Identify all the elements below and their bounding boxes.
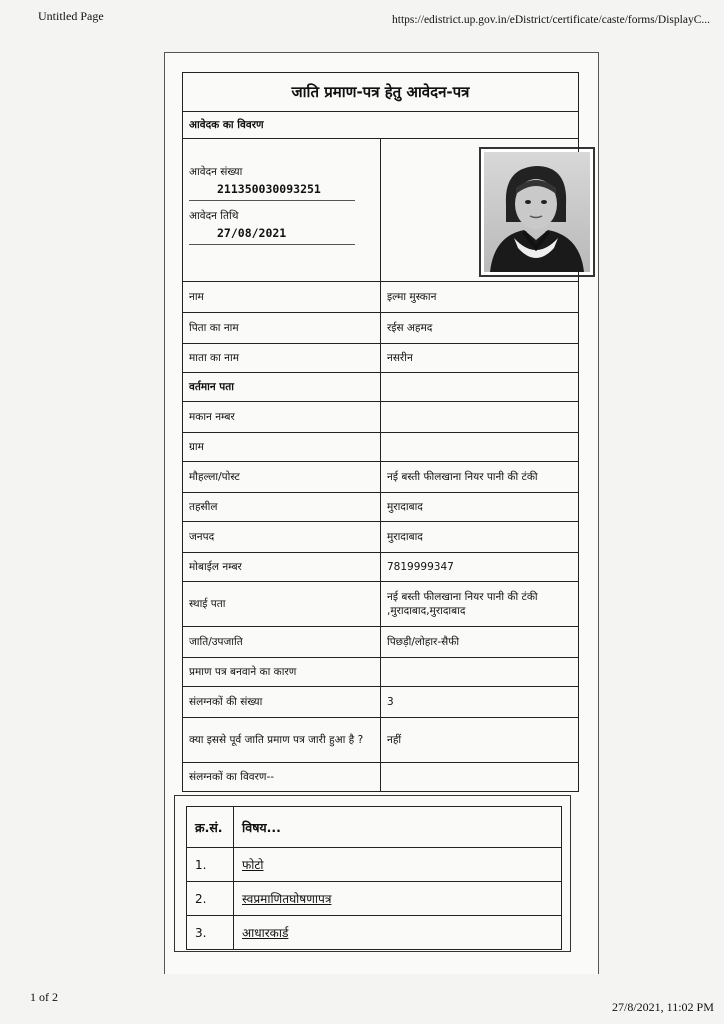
form-row xyxy=(183,402,579,433)
field-value xyxy=(381,658,579,687)
field-label: मकान नम्बर xyxy=(183,402,381,433)
field-value: मुरादाबाद xyxy=(381,493,579,522)
print-datetime: 27/8/2021, 11:02 PM xyxy=(612,1000,714,1014)
applicant-photo xyxy=(479,147,595,277)
col-serial-number: क्र.सं. xyxy=(187,807,234,848)
field-value: 7819999347 xyxy=(381,553,579,582)
page-url: https://edistrict.up.gov.in/eDistrict/certificate/caste/forms/DisplayC... xyxy=(392,14,710,26)
field-value: इल्मा मुस्कान xyxy=(381,282,579,313)
field-label: क्या इससे पूर्व जाति प्रमाण पत्र जारी हुआ है ? xyxy=(183,718,381,763)
field-label: संलग्नकों की संख्या xyxy=(183,687,381,718)
field-label: जाति/उपजाति xyxy=(183,627,381,658)
page-title: Untitled Page xyxy=(38,9,104,23)
attachment-serial: 2. xyxy=(187,882,234,916)
attachment-cell xyxy=(234,916,562,950)
field-label: जनपद xyxy=(183,522,381,553)
form-row xyxy=(183,658,579,687)
field-label: नाम xyxy=(183,282,381,313)
attachment-serial: 3. xyxy=(187,916,234,950)
attachments-table xyxy=(186,806,562,950)
attachment-cell xyxy=(234,848,562,882)
applicant-photo-image xyxy=(484,152,590,272)
form-row xyxy=(183,462,579,493)
field-label: प्रमाण पत्र बनवाने का कारण xyxy=(183,658,381,687)
form-row xyxy=(183,763,579,792)
field-value: नई बस्ती फीलखाना नियर पानी की टंकी ,मुरादाबाद,मुरादाबाद xyxy=(381,582,579,627)
field-value xyxy=(381,433,579,462)
application-info-cell xyxy=(183,139,381,282)
form-row xyxy=(183,553,579,582)
form-row xyxy=(183,344,579,373)
form-row xyxy=(183,282,579,313)
attachment-link[interactable]: फोटो xyxy=(242,858,264,872)
attachment-serial: 1. xyxy=(187,848,234,882)
field-value: नसरीन xyxy=(381,344,579,373)
form-row xyxy=(183,313,579,344)
application-number-label: आवेदन संख्या xyxy=(189,166,243,178)
attachment-row xyxy=(187,848,562,882)
field-value: रईस अहमद xyxy=(381,313,579,344)
attachment-row xyxy=(187,916,562,950)
page-count: 1 of 2 xyxy=(30,990,58,1004)
field-label: माता का नाम xyxy=(183,344,381,373)
application-form-table xyxy=(182,72,579,792)
col-subject: विषय... xyxy=(234,807,562,848)
field-value: नहीं xyxy=(381,718,579,763)
field-value xyxy=(381,402,579,433)
attachment-link[interactable]: आधारकार्ड xyxy=(242,926,289,940)
attachment-link[interactable]: स्वप्रमाणितघोषणापत्र xyxy=(242,892,332,906)
form-row xyxy=(183,718,579,763)
field-label: स्थाई पता xyxy=(183,582,381,627)
field-value: 3 xyxy=(381,687,579,718)
application-date: 27/08/2021 xyxy=(189,223,355,245)
application-number: 211350030093251 xyxy=(189,179,355,201)
form-row xyxy=(183,627,579,658)
field-label: वर्तमान पता xyxy=(183,373,381,402)
field-value xyxy=(381,373,579,402)
application-date-label: आवेदन तिथि xyxy=(189,210,239,222)
photo-cell xyxy=(381,139,579,282)
form-row xyxy=(183,493,579,522)
field-value xyxy=(381,763,579,792)
attachment-cell xyxy=(234,882,562,916)
field-label: मोबाईल नम्बर xyxy=(183,553,381,582)
field-label: पिता का नाम xyxy=(183,313,381,344)
form-row xyxy=(183,373,579,402)
field-value: पिछड़ी/लोहार-सैफी xyxy=(381,627,579,658)
field-label: तहसील xyxy=(183,493,381,522)
field-label: मौहल्ला/पोस्ट xyxy=(183,462,381,493)
field-value: नई बस्ती फीलखाना नियर पानी की टंकी xyxy=(381,462,579,493)
form-row xyxy=(183,687,579,718)
attachment-row xyxy=(187,882,562,916)
form-row xyxy=(183,433,579,462)
form-row xyxy=(183,522,579,553)
section-applicant-details: आवेदक का विवरण xyxy=(183,112,579,139)
form-row xyxy=(183,582,579,627)
field-label: ग्राम xyxy=(183,433,381,462)
field-label: संलग्नकों का विवरण-- xyxy=(183,763,381,792)
form-title: जाति प्रमाण-पत्र हेतु आवेदन-पत्र xyxy=(183,73,579,112)
field-value: मुरादाबाद xyxy=(381,522,579,553)
